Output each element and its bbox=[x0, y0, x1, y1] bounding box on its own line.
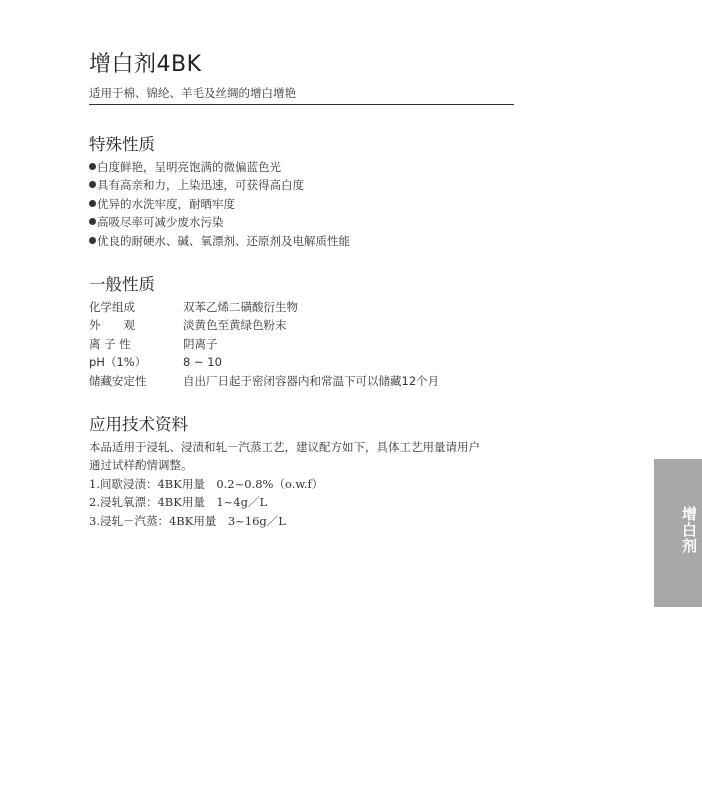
property-value: 自出厂日起于密闭容器内和常温下可以储藏12个月 bbox=[183, 373, 440, 388]
property-key: pH（1%） bbox=[89, 355, 147, 370]
list-item: 1.间歇浸渍：4BK用量 0.2~0.8%（o.w.f） bbox=[89, 477, 324, 491]
section-heading-application-data: 应用技术资料 bbox=[89, 415, 188, 434]
table-row bbox=[89, 353, 439, 371]
side-category-tab bbox=[654, 459, 702, 607]
table-row bbox=[89, 298, 439, 316]
property-key: 离 子 性 bbox=[89, 336, 131, 351]
property-key: 化学组成 bbox=[89, 300, 135, 314]
title-divider bbox=[89, 104, 514, 105]
bullet-icon bbox=[89, 218, 96, 225]
application-steps-list bbox=[89, 475, 323, 530]
product-title: 增白剂4BK bbox=[89, 52, 202, 77]
list-item: 具有高亲和力，上染迅速，可获得高白度 bbox=[89, 176, 350, 194]
application-intro bbox=[89, 438, 519, 475]
list-item: 2.浸轧氧漂：4BK用量 1~4g／L bbox=[89, 495, 268, 510]
property-key: 外 观 bbox=[89, 318, 135, 333]
property-value: 双苯乙烯二磺酸衍生物 bbox=[183, 300, 298, 314]
table-row bbox=[89, 335, 439, 353]
bullet-icon bbox=[89, 237, 96, 244]
property-value: 8 ~ 10 bbox=[183, 355, 222, 370]
section-heading-general-properties: 一般性质 bbox=[89, 275, 155, 294]
list-item: 优良的耐硬水、碱、氧漂剂、还原剂及电解质性能 bbox=[89, 232, 350, 250]
property-key: 储藏安定性 bbox=[89, 373, 147, 388]
bullet-icon bbox=[89, 181, 96, 188]
application-intro-line: 通过试样酌情调整。 bbox=[89, 458, 193, 473]
list-item: 高吸尽率可减少废水污染 bbox=[89, 213, 350, 231]
general-properties-table bbox=[89, 298, 439, 390]
bullet-icon bbox=[89, 200, 96, 207]
list-item: 白度鲜艳，呈明亮饱满的微偏蓝色光 bbox=[89, 158, 350, 176]
side-tab-label: 增白剂 bbox=[680, 506, 698, 554]
bullet-icon bbox=[89, 163, 96, 170]
section-heading-special-properties: 特殊性质 bbox=[89, 135, 155, 154]
property-value: 淡黄色至黄绿色粉末 bbox=[183, 318, 287, 333]
list-item: 优异的水洗牢度，耐晒牢度 bbox=[89, 195, 350, 213]
list-item: 3.浸轧－汽蒸：4BK用量 3~16g／L bbox=[89, 513, 286, 528]
property-value: 阴离子 bbox=[183, 336, 218, 351]
table-row bbox=[89, 372, 439, 390]
table-row bbox=[89, 316, 439, 334]
product-subtitle: 适用于棉、锦纶、羊毛及丝绸的增白增艳 bbox=[89, 86, 296, 100]
application-intro-line: 本品适用于浸轧、浸渍和轧－汽蒸工艺，建议配方如下，具体工艺用量请用户 bbox=[89, 440, 480, 454]
special-properties-list bbox=[89, 158, 350, 250]
